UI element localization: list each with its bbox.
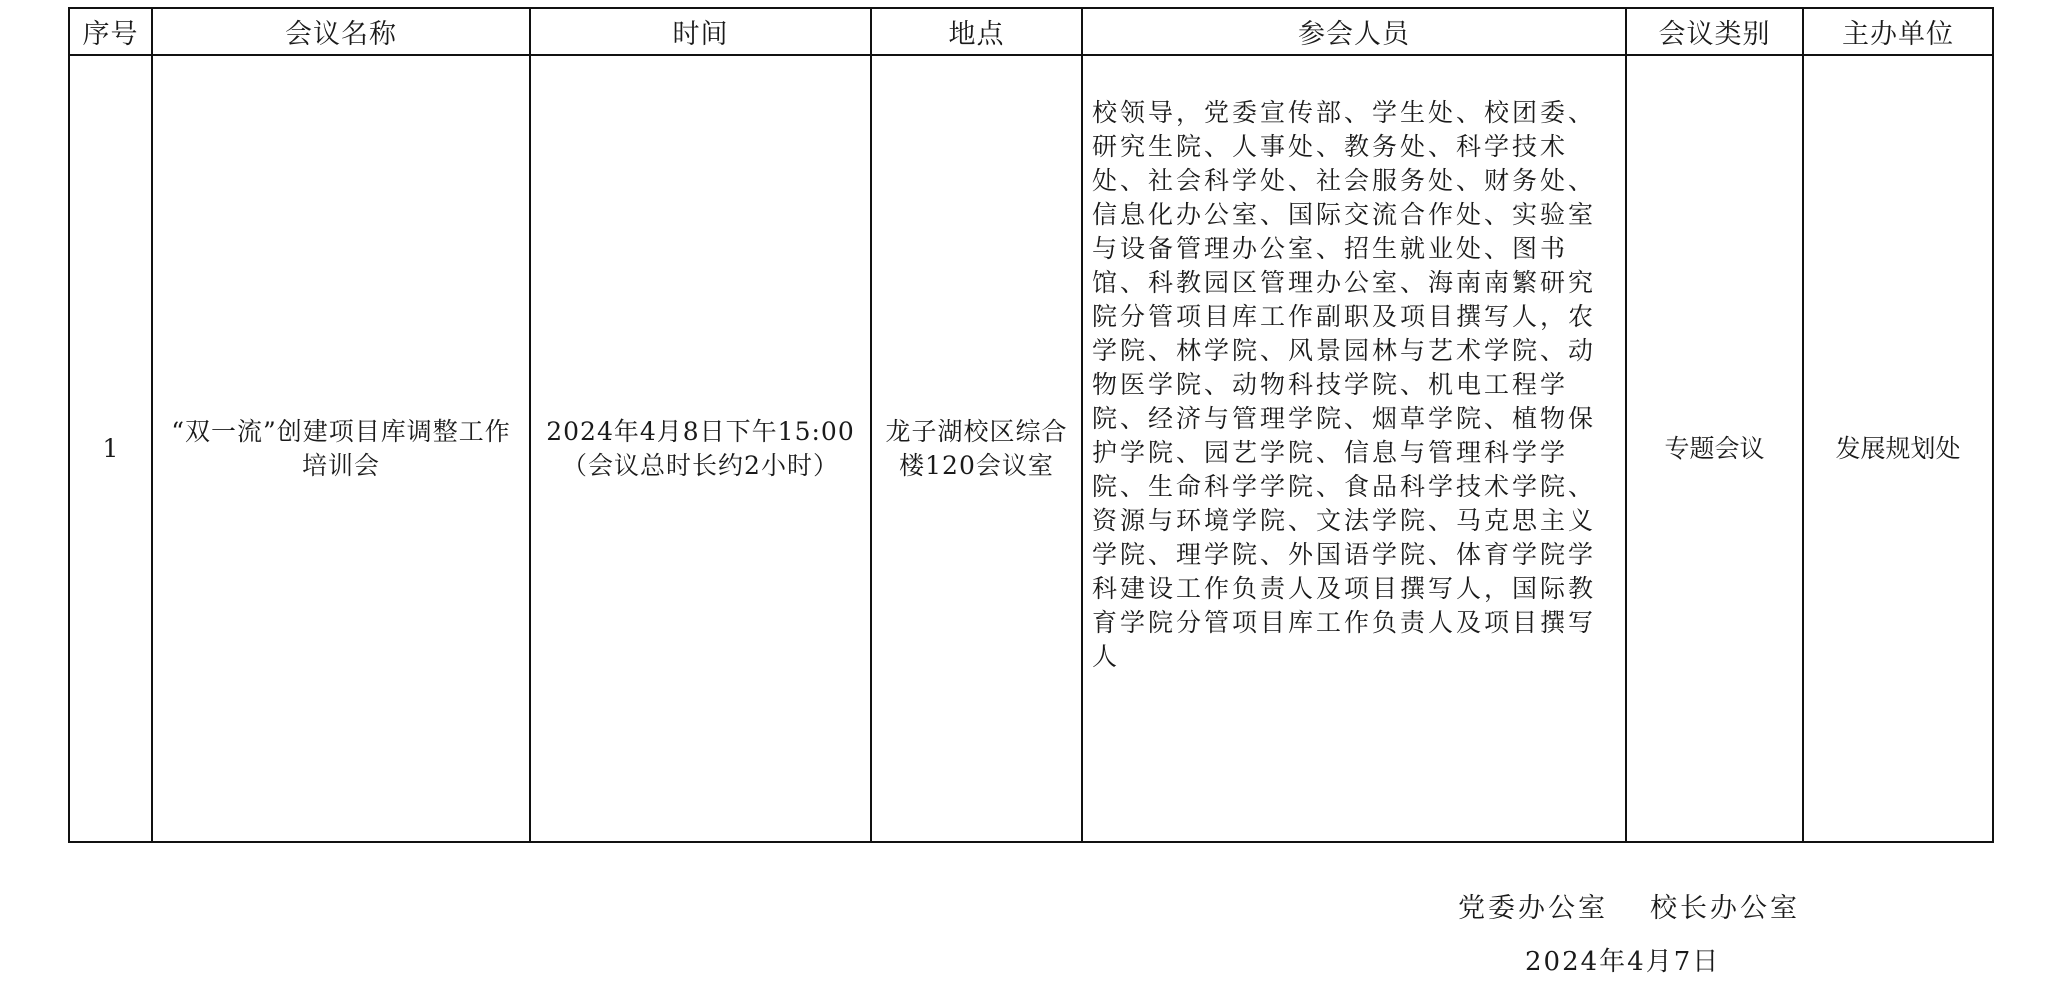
header-meeting-name: 会议名称 — [152, 8, 530, 55]
meeting-name: “双一流”创建项目库调整工作培训会 — [171, 416, 511, 480]
table-row — [69, 55, 1993, 842]
meeting-table — [68, 7, 1994, 843]
row-meeting-name-cell — [152, 55, 530, 842]
header-place: 地点 — [871, 8, 1082, 55]
signature-office-president: 校长办公室 — [1650, 893, 1800, 924]
row-attendees: 校领导，党委宣传部、学生处、校团委、研究生院、人事处、教务处、科学技术处、社会科学处、社会服务处、财务处、信息化办公室、国际交流合作处、实验室与设备管理办公室、招生就业处、图书馆、科教园区管理办公室、海南南繁研究院分管项目库工作副职及项目撰写人，农学院、林学院、风景园林与艺术学院、动物医学院、动物科技学院、机电工程学院、经济与管理学院、烟草学院、植物保护学院、园艺学院、信息与管理科学学院、生命科学学院、食品科学技术学院、资源与环境学院、文法学院、马克思主义学院、理学院、外国语学院、体育学院学科建设工作负责人及项目撰写人，国际教育学院分管项目库工作负责人及项目撰写人 — [1082, 55, 1626, 842]
signature-office-party: 党委办公室 — [1458, 893, 1608, 924]
header-attendees: 参会人员 — [1082, 8, 1626, 55]
signature-offices — [1458, 886, 1800, 925]
row-no: 1 — [69, 55, 152, 842]
header-no: 序号 — [69, 8, 152, 55]
table-header-row — [69, 8, 1993, 55]
meeting-duration: （会议总时长约2小时） — [562, 450, 839, 480]
row-meeting-type: 专题会议 — [1626, 55, 1803, 842]
header-meeting-type: 会议类别 — [1626, 8, 1803, 55]
header-time: 时间 — [530, 8, 871, 55]
header-host: 主办单位 — [1803, 8, 1993, 55]
row-host: 发展规划处 — [1803, 55, 1993, 842]
row-time-cell — [530, 55, 871, 842]
meeting-time: 2024年4月8日下午15:00 — [546, 416, 855, 446]
signature-date: 2024年4月7日 — [1525, 947, 1721, 977]
row-place-cell — [871, 55, 1082, 842]
meeting-place: 龙子湖校区综合楼120会议室 — [885, 416, 1068, 480]
